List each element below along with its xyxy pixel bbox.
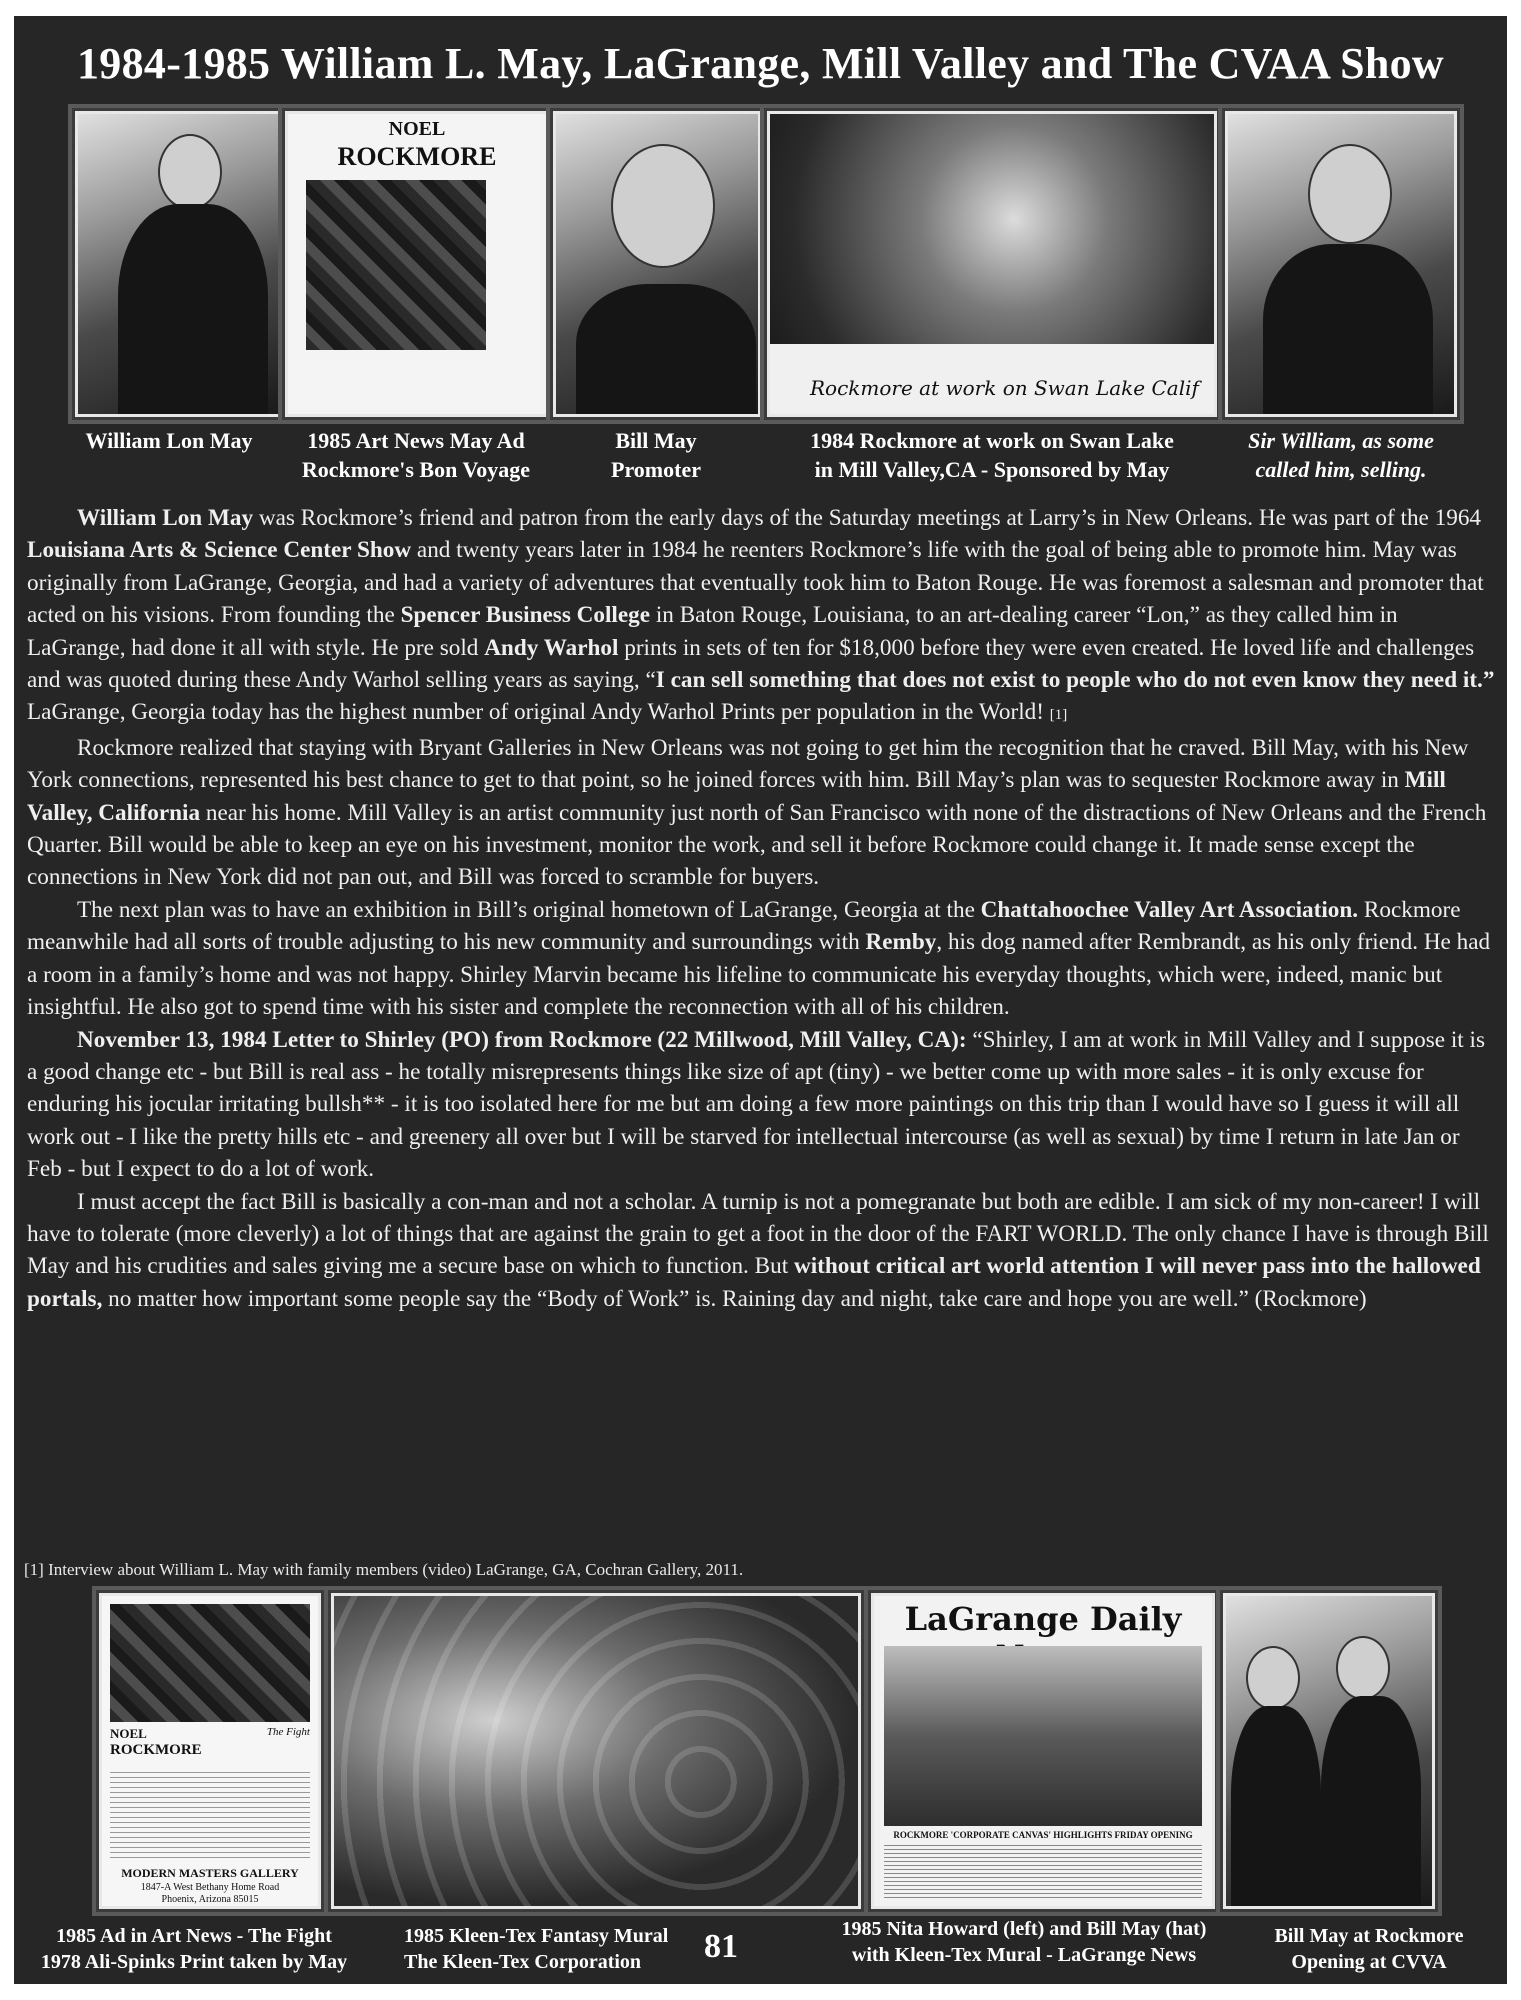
ad-text: NOEL bbox=[110, 1726, 147, 1741]
newspaper-masthead: LaGrange Daily bbox=[904, 1600, 1182, 1638]
caption-line: Rockmore's Bon Voyage bbox=[301, 457, 531, 482]
bold-text: Louisiana Arts & Science Center Show bbox=[27, 537, 412, 564]
caption-line: Sir William, as some bbox=[1248, 428, 1434, 453]
bold-text: without critical art world attention I will never pass into the hallowed portals, bbox=[27, 1253, 1481, 1312]
ad-text: MODERN MASTERS GALLERY bbox=[121, 1866, 299, 1880]
caption-line: Bill May at Rockmore bbox=[1274, 1925, 1464, 1947]
text-run: in Baton Rouge, Louisiana, to an art-dealing career “Lon,” as they called him in LaGrange, had done it all with style. He pre sold bbox=[27, 602, 1398, 661]
caption-lagrange-news bbox=[804, 1916, 1244, 1968]
photo-swan-lake bbox=[760, 104, 1224, 424]
text-run: was Rockmore’s friend and patron from the early days of the Saturday meetings at Larry’s in New Orleans. He was part of the 1964 bbox=[253, 505, 1482, 531]
caption-the-fight bbox=[14, 1923, 374, 1975]
ad-text: The Fight bbox=[266, 1726, 310, 1738]
caption-swan-lake bbox=[760, 426, 1224, 484]
text-run: no matter how important some people say the “Body of Work” is. Raining day and night, take care and hope you are well.” (Rockmore) bbox=[102, 1285, 1367, 1312]
photo-lagrange-news bbox=[864, 1586, 1222, 1916]
text-run: prints in sets of ten for $18,000 before they were even created. He loved life and challenges and was quoted during these Andy Warhol selling years as saying, “ bbox=[27, 634, 1475, 694]
caption-bill-may-promoter bbox=[546, 426, 766, 484]
caption-line: Promoter bbox=[611, 457, 701, 482]
body-text bbox=[27, 502, 1497, 1315]
caption-line: William Lon May bbox=[85, 428, 253, 453]
ad-image bbox=[102, 1596, 318, 1906]
mural-image bbox=[334, 1596, 858, 1906]
text-run: The next plan was to have an exhibition in Bill’s original hometown of LaGrange, Georgia at the bbox=[77, 896, 981, 923]
bold-text: Spencer Business College bbox=[400, 602, 651, 629]
photo-kleen-tex-mural bbox=[324, 1586, 868, 1916]
paragraph bbox=[27, 894, 1497, 1024]
bold-text: November 13, 1984 Letter to Shirley (PO) from Rockmore (22 Millwood, Mill Valley, CA): bbox=[77, 1026, 967, 1053]
photo-sir-william bbox=[1218, 104, 1464, 424]
ad-text: 1847-A West Bethany Home Road bbox=[140, 1882, 280, 1893]
text-run: and twenty years later in 1984 he reenters Rockmore’s life with the goal of being able to promote him. May was originally from LaGrange, Georgia, and had a variety of adventures that eventually took him to Baton Rouge. He was foremost a salesman and promoter that acted on his visions. From founding the bbox=[27, 537, 1484, 629]
bold-text: Mill Valley, California bbox=[27, 767, 1446, 826]
paragraph bbox=[27, 732, 1497, 894]
newspaper-image bbox=[874, 1596, 1212, 1906]
caption-bill-may-cvva bbox=[1244, 1923, 1494, 1975]
caption-line: 1985 Nita Howard (left) and Bill May (hat) bbox=[841, 1918, 1207, 1940]
footnote-ref: [1] bbox=[1049, 707, 1068, 724]
caption-line: with Kleen-Tex Mural - LaGrange News bbox=[851, 1944, 1197, 1966]
poster-name-last: ROCKMORE bbox=[337, 142, 497, 171]
bold-text: I can sell something that does not exist to people who do not even know they need it.” bbox=[655, 667, 1495, 694]
photo-bill-may-promoter bbox=[546, 104, 768, 424]
handwritten-note: Rockmore at work on Swan Lake Calif bbox=[810, 376, 1199, 400]
portrait-image bbox=[1228, 114, 1454, 414]
text-run: Rockmore meanwhile had all sorts of trouble adjusting to his new community and surroundings with bbox=[27, 896, 1461, 956]
caption-line: in Mill Valley,CA - Sponsored by May bbox=[814, 457, 1170, 482]
photo-bill-may-cvva bbox=[1216, 1586, 1442, 1916]
text-run: LaGrange, Georgia today has the highest number of original Andy Warhol Prints per population in the World! bbox=[27, 699, 1050, 726]
caption-line: 1985 Ad in Art News - The Fight bbox=[56, 1925, 332, 1947]
poster-name-first: NOEL bbox=[388, 118, 446, 140]
caption-line: 1985 Kleen-Tex Fantasy Mural bbox=[404, 1925, 669, 1947]
painting-scene-image bbox=[770, 114, 1214, 414]
bold-text: Andy Warhol bbox=[484, 634, 619, 661]
portrait-image bbox=[78, 114, 278, 414]
footnote: [1] Interview about William L. May with family members (video) LaGrange, GA, Cochran Gallery, 2011. bbox=[24, 1560, 744, 1579]
caption-line: 1985 Art News May Ad bbox=[307, 428, 525, 453]
text-run: I must accept the fact Bill is basically a con-man and not a scholar. A turnip is not a pomegranate but both are edible. I am sick of my non-career! I will have to tolerate (more cleverly) a lot of things that are against the grain to get a foot in the door of the FART WORLD. The only chance I have is through Bill May and his crudities and sales giving me a secure base on which to function. But bbox=[27, 1188, 1489, 1280]
paragraph bbox=[27, 1024, 1497, 1186]
poster-artwork bbox=[306, 180, 486, 350]
caption-line: Opening at CVVA bbox=[1291, 1951, 1447, 1973]
news-photo bbox=[884, 1646, 1202, 1826]
text-run: near his home. Mill Valley is an artist community just north of San Francisco with none of the distractions of New Orleans and the French Quarter. Bill would be able to keep an eye on his investment, monitor the work, and sell it before Rockmore could change it. It made sense except the connections in New York did not pan out, and Bill was forced to scramble for buyers. bbox=[27, 799, 1487, 891]
text-run: Rockmore realized that staying with Bryant Galleries in New Orleans was not going to get him the recognition that he craved. Bill May, with his New York connections, represented his best chance to get to that point, so he joined forces with him. Bill May’s plan was to sequester Rockmore away in bbox=[27, 734, 1469, 794]
paragraph bbox=[27, 502, 1497, 732]
page-number: 81 bbox=[704, 1928, 738, 1965]
photo-the-fight-ad bbox=[92, 1586, 328, 1916]
group-photo-image bbox=[1226, 1596, 1432, 1906]
caption-line: The Kleen-Tex Corporation bbox=[404, 1951, 642, 1973]
photo-william-lon-may bbox=[68, 104, 288, 424]
page-title: 1984-1985 William L. May, LaGrange, Mill Valley and The CVAA Show bbox=[77, 39, 1444, 88]
photo-art-news-ad bbox=[278, 104, 556, 424]
news-article-text bbox=[884, 1844, 1202, 1898]
paragraph bbox=[27, 1186, 1497, 1316]
caption-art-news-ad bbox=[276, 426, 556, 484]
caption-sir-william bbox=[1218, 426, 1464, 484]
caption-line: Bill May bbox=[615, 428, 697, 453]
bold-text: William Lon May bbox=[77, 505, 254, 531]
caption-kleen-tex-mural bbox=[404, 1923, 704, 1975]
portrait-image bbox=[556, 114, 758, 414]
text-run: , his dog named after Rembrandt, as his only friend. He had a room in a family’s home and was not happy. Shirley Marvin became his lifeline to communicate his everyday thoughts, which were, indeed, manic but insightful. He also got to spend time with his sister and complete the reconnection with all of his children. bbox=[27, 929, 1491, 1021]
poster-image bbox=[288, 114, 546, 414]
ad-artwork bbox=[110, 1604, 310, 1722]
caption-line: 1984 Rockmore at work on Swan Lake bbox=[810, 428, 1174, 453]
ad-fine-print bbox=[110, 1768, 310, 1858]
page bbox=[14, 16, 1507, 1984]
ad-text: Phoenix, Arizona 85015 bbox=[161, 1894, 259, 1905]
ad-text: ROCKMORE bbox=[110, 1742, 202, 1758]
caption-line: called him, selling. bbox=[1255, 457, 1427, 482]
bold-text: Remby bbox=[865, 929, 937, 956]
bold-text: Chattahoochee Valley Art Association. bbox=[980, 896, 1359, 923]
caption-william-lon-may bbox=[54, 426, 284, 455]
news-headline: ROCKMORE 'CORPORATE CANVAS' HIGHLIGHTS FRIDAY OPENING bbox=[893, 1830, 1193, 1840]
caption-line: 1978 Ali-Spinks Print taken by May bbox=[40, 1951, 348, 1973]
text-run: “Shirley, I am at work in Mill Valley and I suppose it is a good change etc - but Bill is real ass - he totally misrepresents things like size of apt (tiny) - we better come up with more sales - it is only excuse for enduring his jocular irritating bullsh** - it is too isolated here for me but am doing a few more paintings on this trip than I would have so I guess it will all work out - I like the pretty hills etc - and greenery all over but I will be starved for intellectual intercourse (as well as sexual) by time I return in late Jan or Feb - but I expect to do a lot of work. bbox=[27, 1026, 1485, 1183]
